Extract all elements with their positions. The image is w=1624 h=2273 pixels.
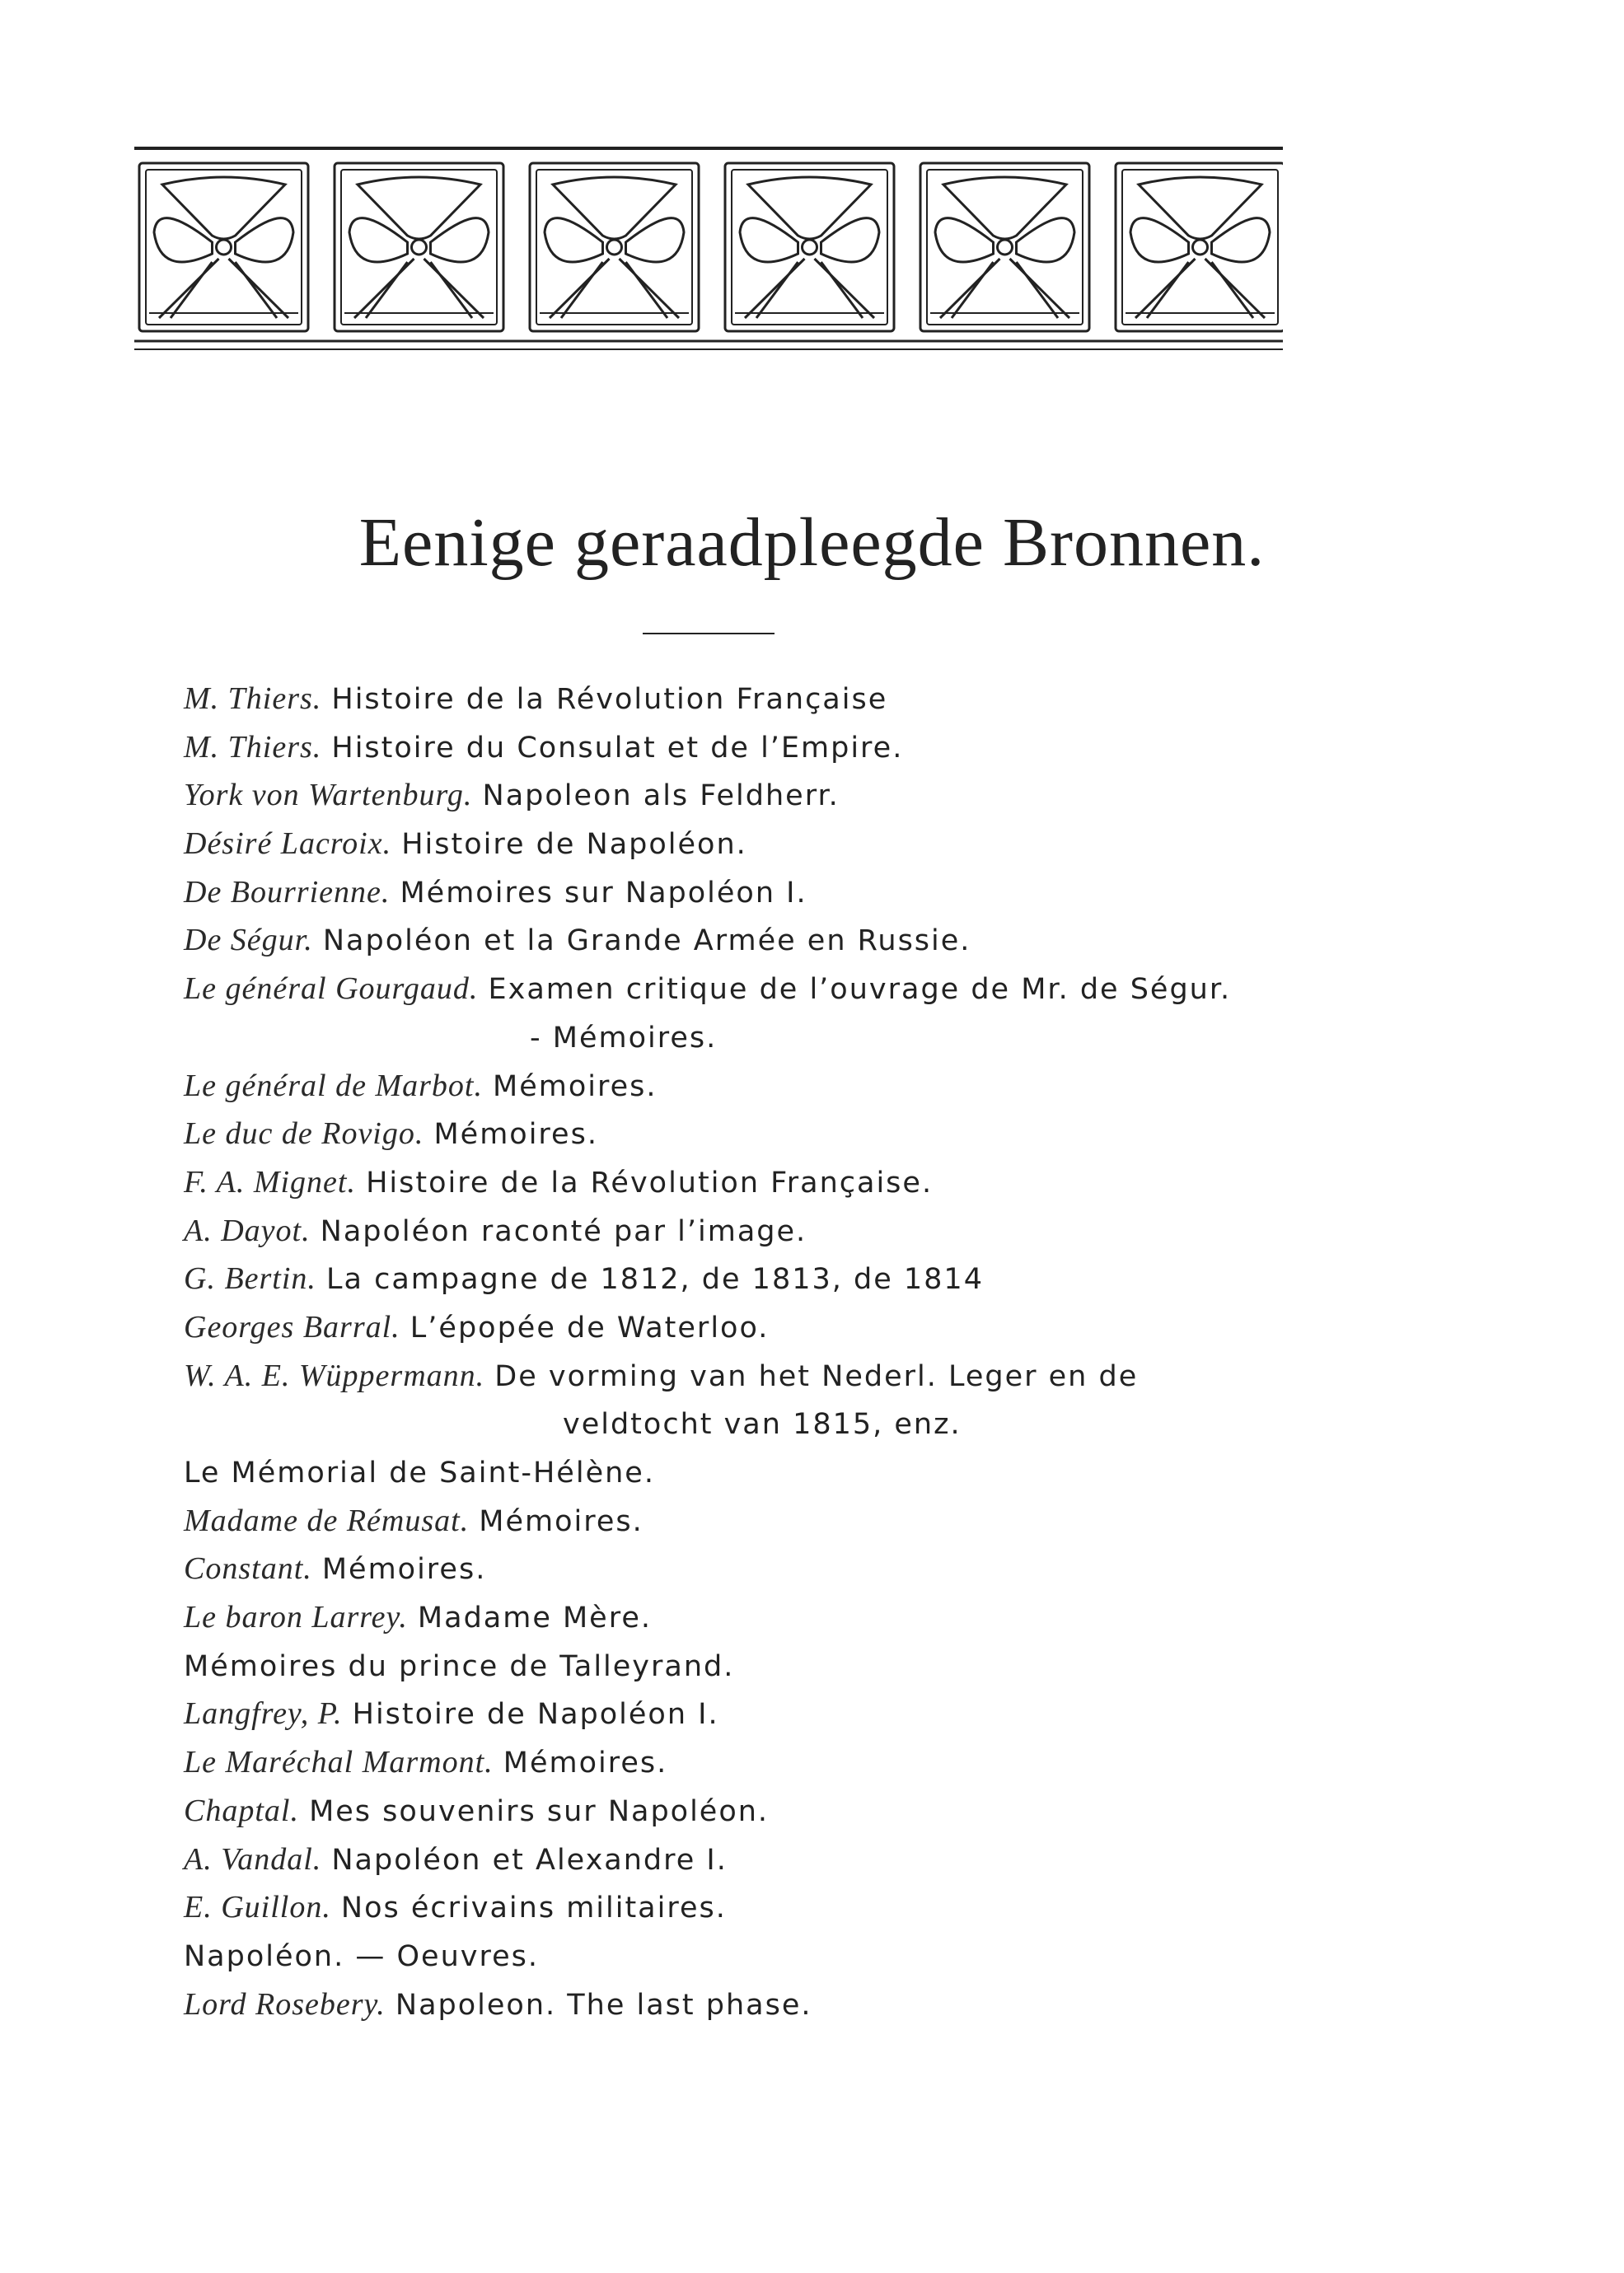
source-author: Désiré Lacroix.	[184, 826, 392, 862]
source-title: Napoléon raconté par l’image.	[320, 1214, 807, 1248]
source-entry	[184, 1641, 1321, 1690]
source-title: Examen critique de l’ouvrage de Mr. de Ségur.	[488, 973, 1232, 1007]
source-title: Histoire de la Révolution Française	[331, 683, 888, 716]
source-entry	[184, 1593, 1321, 1641]
source-entry	[184, 819, 1321, 868]
source-author: Le général Gourgaud.	[184, 971, 479, 1007]
source-entry	[184, 1061, 1321, 1110]
source-title: Napoléon. — Oeuvres.	[184, 1939, 539, 1973]
source-entry	[184, 868, 1321, 916]
source-author: Lord Rosebery.	[184, 1986, 386, 2022]
source-title: Histoire du Consulat et de l’Empire.	[331, 731, 904, 765]
source-author: G. Bertin.	[184, 1261, 316, 1297]
source-title: Histoire de Napoléon.	[401, 828, 747, 862]
source-title: Le Mémorial de Saint-Hélène.	[184, 1457, 655, 1490]
ornament-tile	[1116, 163, 1283, 331]
source-title: Nos écrivains militaires.	[340, 1892, 727, 1925]
source-author: Langfrey, P.	[184, 1696, 343, 1732]
source-title: Mémoires.	[433, 1118, 598, 1152]
ornament-tile	[725, 163, 894, 331]
source-entry	[184, 1737, 1321, 1786]
source-author: E. Guillon.	[184, 1890, 331, 1925]
source-author: Constant.	[184, 1551, 312, 1587]
source-entry	[184, 915, 1321, 964]
source-author: Le duc de Rovigo.	[184, 1116, 424, 1152]
source-entry	[184, 1254, 1321, 1303]
source-author: A. Vandal.	[184, 1841, 322, 1877]
source-author: Le Maréchal Marmont.	[184, 1745, 494, 1780]
quatrefoil-tile-icon	[134, 142, 1283, 356]
source-entry	[184, 723, 1321, 771]
source-title: Madame Mère.	[417, 1602, 652, 1635]
source-author: F. A. Mignet.	[184, 1164, 356, 1200]
source-entry	[184, 1931, 1321, 1980]
source-entry	[184, 1399, 1321, 1448]
source-author: A. Dayot.	[184, 1213, 311, 1248]
source-entry	[184, 1980, 1321, 2028]
source-author: W. A. E. Wüppermann.	[184, 1358, 485, 1393]
source-entry	[184, 1448, 1321, 1496]
source-entry	[184, 1544, 1321, 1593]
source-title: Napoleon als Feldherr.	[482, 779, 840, 813]
page-title: Eenige geraadpleegde Bronnen.	[358, 504, 1266, 581]
ornament-tile	[139, 163, 308, 331]
source-title: Histoire de la Révolution Française.	[366, 1166, 934, 1200]
ornament-tile	[920, 163, 1089, 331]
source-entry	[184, 770, 1321, 819]
source-author: De Ségur.	[184, 923, 313, 958]
source-entry	[184, 964, 1321, 1013]
source-title: Mémoires.	[479, 1504, 644, 1538]
source-entry	[184, 1109, 1321, 1158]
source-author: York von Wartenburg.	[184, 778, 473, 813]
source-title: Napoléon et la Grande Armée en Russie.	[322, 924, 971, 958]
source-title: - Mémoires.	[530, 1021, 718, 1055]
source-entry	[184, 1786, 1321, 1835]
source-entry	[184, 1496, 1321, 1545]
source-entry	[184, 1882, 1321, 1931]
source-author: Le général de Marbot.	[184, 1068, 483, 1103]
source-entry	[184, 1303, 1321, 1351]
decorative-header-band	[134, 142, 1283, 356]
source-author: De Bourrienne.	[184, 874, 391, 910]
ornament-tile	[335, 163, 503, 331]
source-title: Mémoires.	[493, 1069, 658, 1103]
source-entry	[184, 1013, 1321, 1061]
sources-list	[184, 674, 1321, 2027]
source-title: Mémoires.	[321, 1553, 487, 1587]
source-title: Mémoires sur Napoléon I.	[400, 876, 807, 910]
source-entry	[184, 674, 1321, 723]
source-title: La campagne de 1812, de 1813, de 1814	[326, 1263, 984, 1297]
source-author: Chaptal.	[184, 1793, 299, 1828]
source-title: Mémoires.	[503, 1747, 668, 1780]
source-title: Histoire de Napoléon I.	[352, 1698, 719, 1732]
source-entry	[184, 1158, 1321, 1206]
source-title: De vorming van het Nederl. Leger en de	[494, 1359, 1139, 1393]
source-author: M. Thiers.	[184, 729, 322, 765]
source-title: L’épopée de Waterloo.	[410, 1311, 770, 1345]
source-author: Georges Barral.	[184, 1309, 400, 1345]
source-title: Mémoires du prince de Talleyrand.	[184, 1649, 735, 1683]
source-title: Mes souvenirs sur Napoléon.	[309, 1794, 770, 1828]
ornament-tile	[530, 163, 699, 331]
source-entry	[184, 1351, 1321, 1400]
source-title: veldtocht van 1815, enz.	[563, 1408, 962, 1442]
source-author: Le baron Larrey.	[184, 1600, 408, 1635]
source-entry	[184, 1689, 1321, 1737]
title-divider	[643, 633, 775, 634]
source-title: Napoleon. The last phase.	[395, 1988, 812, 2022]
source-entry	[184, 1206, 1321, 1255]
source-author: Madame de Rémusat.	[184, 1503, 470, 1538]
source-entry	[184, 1835, 1321, 1883]
source-title: Napoléon et Alexandre I.	[331, 1843, 728, 1877]
source-author: M. Thiers.	[184, 681, 322, 716]
